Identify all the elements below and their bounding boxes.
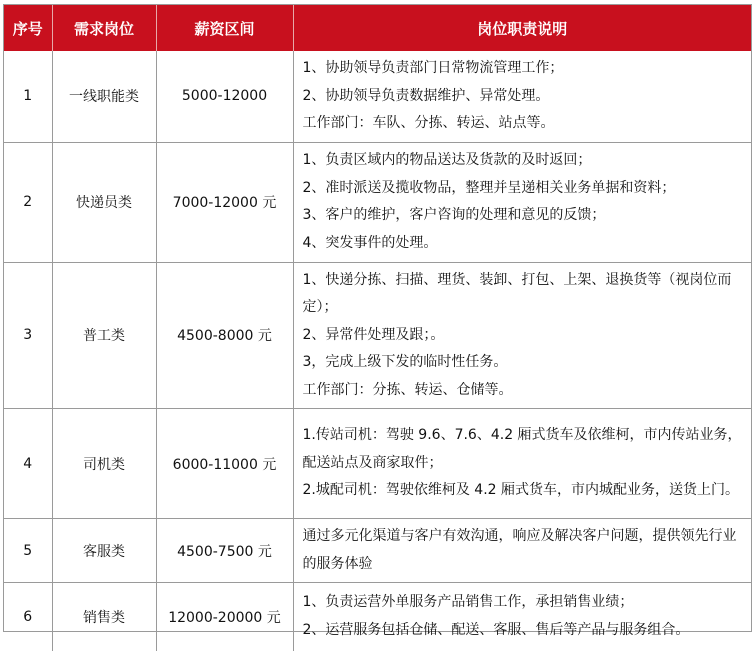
- duty-line: 1、快递分拣、扫描、理货、装卸、打包、上架、退换货等（视岗位而定）；: [302, 271, 732, 315]
- row-salary: 7000-12000 元: [156, 142, 293, 262]
- duty-line: 工作部门：分拣、转运、仓储等。: [302, 381, 513, 398]
- row-duties: [293, 519, 751, 583]
- table-row: [4, 51, 751, 142]
- row-number: 2: [4, 142, 52, 262]
- duty-line: 1、协助领导负责部门日常物流管理工作；: [302, 60, 564, 76]
- header-position: 需求岗位: [52, 5, 156, 51]
- row-salary: 4500-7500 元: [156, 519, 293, 583]
- row-duties: [293, 583, 751, 651]
- recruitment-table-frame: [3, 4, 752, 638]
- duty-line: 通过多元化渠道与客户有效沟通，响应及解决客户问题，提供领先行业的服务体验: [302, 528, 737, 572]
- row-duties: [293, 262, 751, 409]
- header-salary-range: 薪资区间: [156, 5, 293, 51]
- duty-line: 2.城配司机：驾驶依维柯及 4.2 厢式货车，市内城配业务，送货上门。: [302, 482, 740, 499]
- row-salary: 4500-8000 元: [156, 262, 293, 409]
- duty-line: 2、协助领导负责数据维护、异常处理。: [302, 87, 550, 104]
- row-number: 5: [4, 519, 52, 583]
- duty-line: 1、负责区域内的物品送达及货款的及时返回；: [302, 152, 592, 168]
- table-header-row: [4, 5, 751, 51]
- row-number: 3: [4, 262, 52, 409]
- row-salary: 6000-11000 元: [156, 409, 293, 519]
- row-position: 普工类: [52, 262, 156, 409]
- recruitment-table: [4, 5, 751, 651]
- duty-line: 2、运营服务包括仓储、配送、客服、售后等产品与服务组合。: [302, 621, 690, 638]
- table-row: [4, 409, 751, 519]
- row-number: 6: [4, 583, 52, 651]
- table-row: [4, 262, 751, 409]
- row-number: 4: [4, 409, 52, 519]
- duty-line: 1.传站司机：驾驶 9.6、7.6、4.2 厢式货车及依维柯，市内传站业务，配送站点及商家取件；: [302, 427, 742, 471]
- row-duties: [293, 142, 751, 262]
- table-row: [4, 142, 751, 262]
- duty-line: 1、负责运营外单服务产品销售工作，承担销售业绩；: [302, 594, 634, 611]
- duty-line: 3、客户的维护，客户咨询的处理和意见的反馈；: [302, 207, 606, 223]
- duty-line: 2、异常件处理及跟；。: [302, 326, 445, 343]
- row-number: 1: [4, 51, 52, 142]
- header-serial-number: 序号: [4, 5, 52, 51]
- row-position: 快递员类: [52, 142, 156, 262]
- table-row: [4, 519, 751, 583]
- row-salary: 12000-20000 元: [156, 583, 293, 651]
- duty-line: 2、准时派送及揽收物品，整理并呈递相关业务单据和资料；: [302, 179, 676, 196]
- row-position: 销售类: [52, 583, 156, 651]
- table-row: [4, 583, 751, 651]
- row-position: 客服类: [52, 519, 156, 583]
- row-position: 一线职能类: [52, 51, 156, 142]
- header-job-duties: 岗位职责说明: [293, 5, 751, 51]
- duty-line: 工作部门：车队、分拣、转运、站点等。: [302, 115, 555, 131]
- duty-line: 3，完成上级下发的临时性任务。: [302, 354, 508, 370]
- row-position: 司机类: [52, 409, 156, 519]
- row-salary: 5000-12000: [156, 51, 293, 142]
- duty-line: 4、突发事件的处理。: [302, 234, 438, 251]
- row-duties: [293, 51, 751, 142]
- row-duties: [293, 409, 751, 519]
